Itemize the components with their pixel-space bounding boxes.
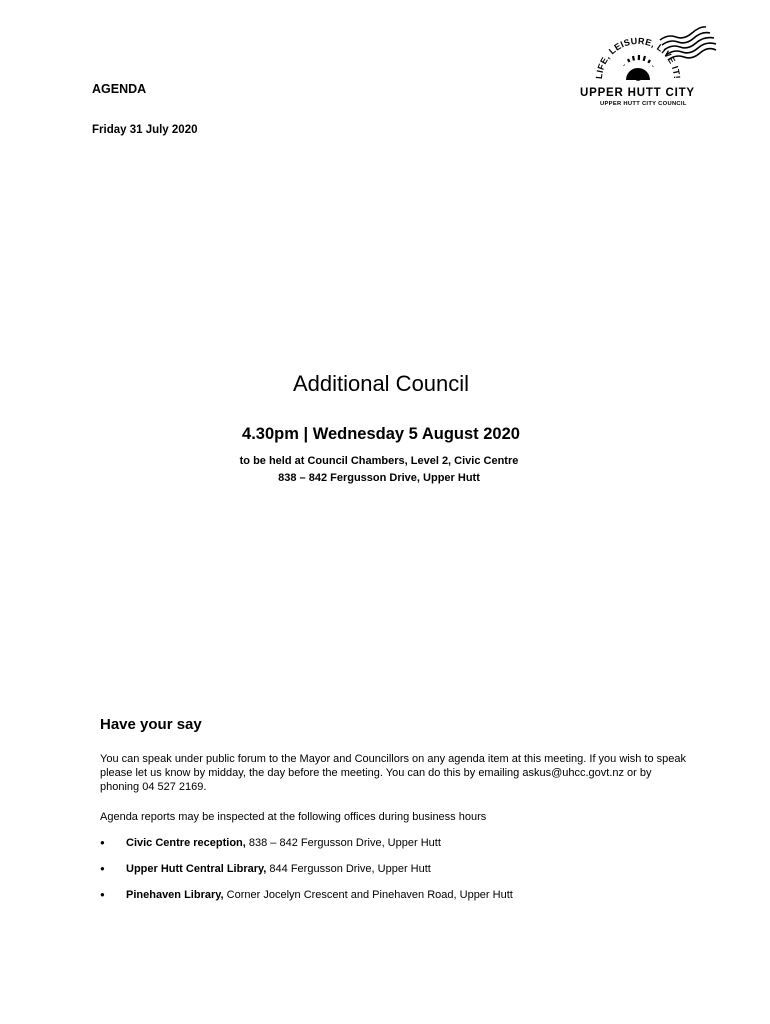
office-name: Civic Centre reception, [126, 837, 246, 849]
bullet-icon: ● [100, 890, 105, 899]
meeting-venue-address: 838 – 842 Fergusson Drive, Upper Hutt [278, 472, 480, 484]
office-name: Upper Hutt Central Library, [126, 863, 267, 875]
logo-slogan: LIFE, LEISURE, LIVE IT! [593, 35, 683, 80]
upper-hutt-city-logo [576, 24, 726, 114]
sunburst-logo-graphic [582, 24, 722, 88]
office-address: 844 Fergusson Drive, Upper Hutt [266, 863, 431, 875]
document-type-label: AGENDA [92, 82, 147, 96]
meeting-title: Additional Council [292, 371, 470, 396]
office-list-item [100, 837, 441, 849]
office-list-item [100, 863, 431, 875]
have-your-say-heading: Have your say [100, 716, 202, 733]
office-address: Corner Jocelyn Crescent and Pinehaven Road, Upper Hutt [223, 889, 513, 901]
public-forum-paragraph: You can speak under public forum to the Mayor and Councillors on any agenda item at this meeting. If you wish to speak please let us know by midday, the day before the meeting. You can do this by emailing askus@uhcc.govt.nz or by phoning 04 527 2169. [100, 753, 686, 793]
agenda-issue-date: Friday 31 July 2020 [92, 124, 198, 136]
bullet-icon: ● [100, 838, 105, 847]
bullet-icon: ● [100, 864, 105, 873]
office-name: Pinehaven Library, [126, 889, 224, 901]
meeting-date-time: 4.30pm | Wednesday 5 August 2020 [242, 425, 520, 443]
meeting-venue: to be held at Council Chambers, Level 2, Civic Centre [239, 455, 519, 467]
logo-council-name: UPPER HUTT CITY COUNCIL [600, 101, 687, 107]
inspection-intro: Agenda reports may be inspected at the following offices during business hours [100, 811, 487, 823]
logo-city-name: UPPER HUTT CITY [580, 87, 695, 99]
office-list-item [100, 889, 513, 901]
office-address: 838 – 842 Fergusson Drive, Upper Hutt [245, 837, 441, 849]
